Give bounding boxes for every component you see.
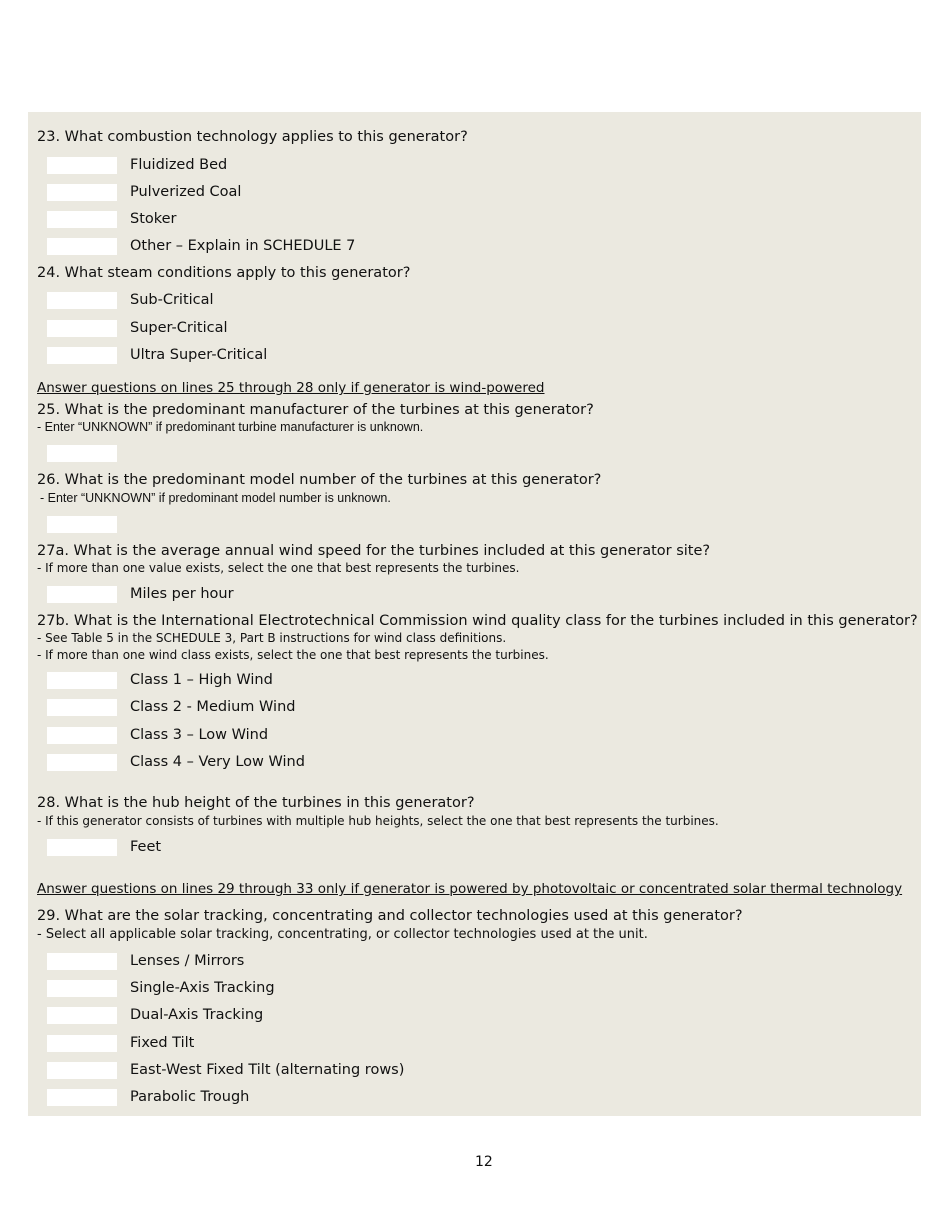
q27b-class-3-box[interactable] <box>47 727 117 744</box>
q23-option-label: Pulverized Coal <box>130 184 242 200</box>
q29-single-axis-box[interactable] <box>47 980 117 997</box>
q24-ultra-super-critical-box[interactable] <box>47 347 117 364</box>
q28-unit-label: Feet <box>130 839 162 855</box>
q24-option-label: Sub-Critical <box>130 292 214 308</box>
q27b-note-1: - See Table 5 in the SCHEDULE 3, Part B instructions for wind class definitions. <box>37 631 507 645</box>
q27b-option-label: Class 2 - Medium Wind <box>130 699 296 715</box>
q29-option-label: Fixed Tilt <box>130 1035 195 1051</box>
q27b-option-label: Class 1 – High Wind <box>130 672 273 688</box>
q27b-option-label: Class 3 – Low Wind <box>130 727 269 743</box>
q23-fluidized-bed-box[interactable] <box>47 157 117 174</box>
q27b-text: 27b. What is the International Electrotechnical Commission wind quality class for the turbines included in this generator? <box>37 613 918 629</box>
q28-text: 28. What is the hub height of the turbines in this generator? <box>37 795 475 811</box>
q25-note: - Enter “UNKNOWN” if predominant turbine manufacturer is unknown. <box>37 420 424 434</box>
q23-option-label: Stoker <box>130 211 177 227</box>
section-solar-heading: Answer questions on lines 29 through 33 only if generator is powered by photovoltaic or concentrated solar thermal technology <box>37 881 903 897</box>
page-number: 12 <box>475 1154 493 1170</box>
q26-note: - Enter “UNKNOWN” if predominant model number is unknown. <box>40 491 391 505</box>
q29-option-label: Parabolic Trough <box>130 1089 250 1105</box>
q24-option-label: Super-Critical <box>130 320 228 336</box>
q29-parabolic-trough-box[interactable] <box>47 1089 117 1106</box>
q29-dual-axis-box[interactable] <box>47 1007 117 1024</box>
q29-option-label: Single-Axis Tracking <box>130 980 275 996</box>
q23-pulverized-coal-box[interactable] <box>47 184 117 201</box>
q27a-note: - If more than one value exists, select the one that best represents the turbines. <box>37 561 520 575</box>
q24-super-critical-box[interactable] <box>47 320 117 337</box>
q29-lenses-mirrors-box[interactable] <box>47 953 117 970</box>
q29-fixed-tilt-box[interactable] <box>47 1035 117 1052</box>
q27a-unit-label: Miles per hour <box>130 586 234 602</box>
q23-other-box[interactable] <box>47 238 117 255</box>
q28-note: - If this generator consists of turbines with multiple hub heights, select the one that best represents the turbines. <box>37 814 719 828</box>
q27b-option-label: Class 4 – Very Low Wind <box>130 754 305 770</box>
q27b-class-1-box[interactable] <box>47 672 117 689</box>
q26-text: 26. What is the predominant model number of the turbines at this generator? <box>37 472 602 488</box>
q29-note: - Select all applicable solar tracking, concentrating, or collector technologies used at the unit. <box>37 927 648 942</box>
q29-option-label: Lenses / Mirrors <box>130 953 245 969</box>
q28-hub-height-input[interactable] <box>47 839 117 856</box>
q23-stoker-box[interactable] <box>47 211 117 228</box>
q24-text: 24. What steam conditions apply to this generator? <box>37 265 411 281</box>
q23-option-label: Fluidized Bed <box>130 157 228 173</box>
q29-option-label: East-West Fixed Tilt (alternating rows) <box>130 1062 405 1078</box>
q24-sub-critical-box[interactable] <box>47 292 117 309</box>
q27b-class-2-box[interactable] <box>47 699 117 716</box>
q23-option-label: Other – Explain in SCHEDULE 7 <box>130 238 356 254</box>
q29-option-label: Dual-Axis Tracking <box>130 1007 264 1023</box>
q27a-wind-speed-input[interactable] <box>47 586 117 603</box>
q26-model-input[interactable] <box>47 516 117 533</box>
q27b-note-2: - If more than one wind class exists, select the one that best represents the turbines. <box>37 648 549 662</box>
q25-manufacturer-input[interactable] <box>47 445 117 462</box>
section-wind-heading: Answer questions on lines 25 through 28 only if generator is wind-powered <box>37 380 545 396</box>
q27a-text: 27a. What is the average annual wind speed for the turbines included at this generator site? <box>37 543 711 559</box>
q23-text: 23. What combustion technology applies to this generator? <box>37 129 468 145</box>
q29-text: 29. What are the solar tracking, concentrating and collector technologies used at this generator? <box>37 908 743 924</box>
q24-option-label: Ultra Super-Critical <box>130 347 268 363</box>
q27b-class-4-box[interactable] <box>47 754 117 771</box>
q29-east-west-box[interactable] <box>47 1062 117 1079</box>
q25-text: 25. What is the predominant manufacturer of the turbines at this generator? <box>37 402 594 418</box>
